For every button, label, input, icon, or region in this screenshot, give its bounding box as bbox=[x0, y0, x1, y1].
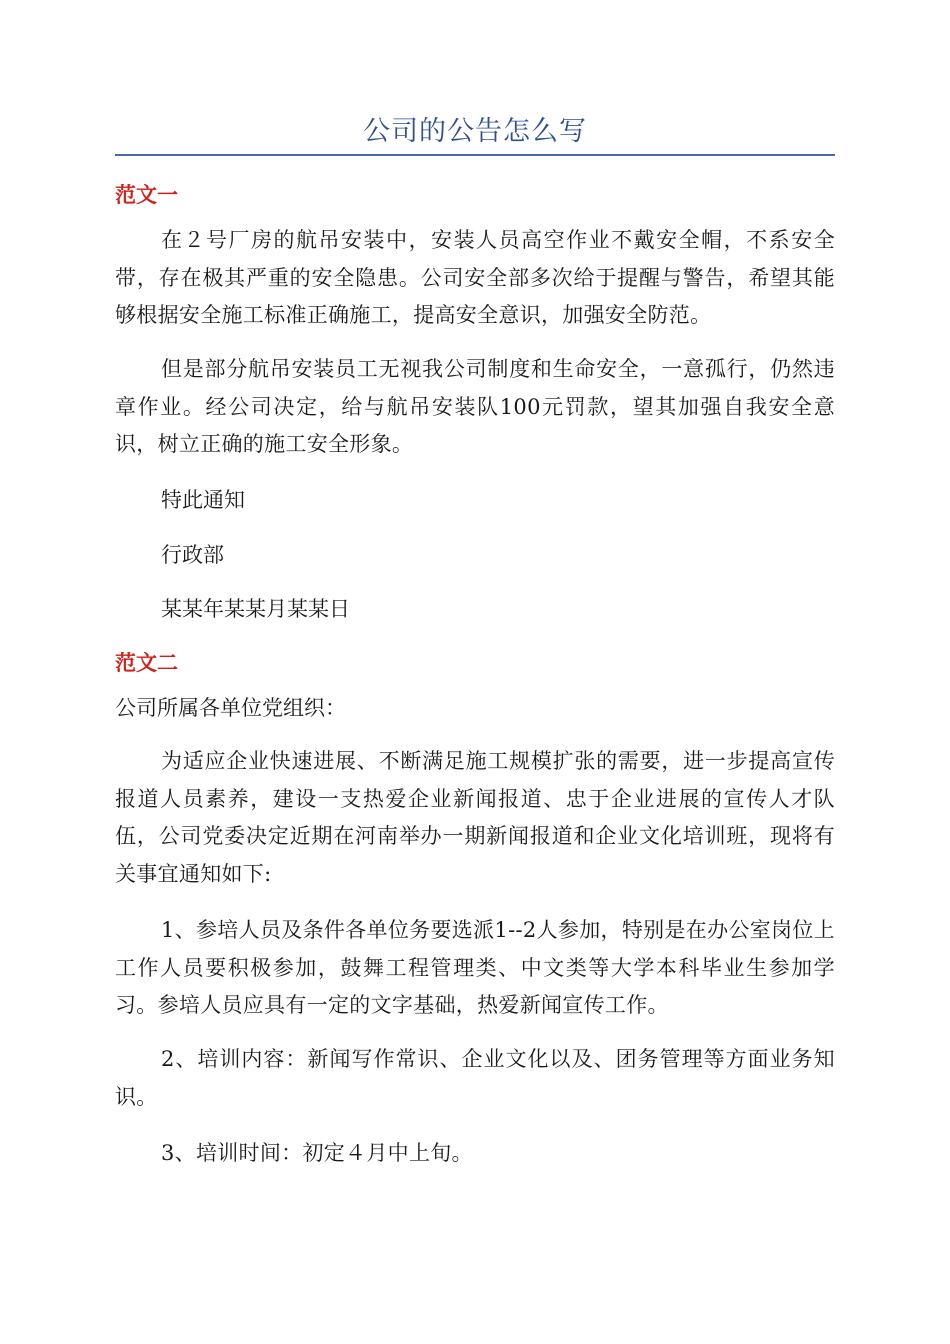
section1-paragraph-2: 但是部分航吊安装员工无视我公司制度和生命安全，一意孤行，仍然违章作业。经公司决定，给与航吊安装队100元罚款，望其加强自我安全意识，树立正确的施工安全形象。 bbox=[115, 357, 835, 456]
section2-item-2: 2、培训内容：新闻写作常识、企业文化以及、团务管理等方面业务知识。 bbox=[115, 1047, 835, 1109]
document-title: 公司的公告怎么写 bbox=[363, 116, 587, 147]
date-line: 某某年某某月某某日 bbox=[161, 597, 350, 621]
section2-paragraph-1: 为适应企业快速进展、不断满足施工规模扩张的需要，进一步提高宣传报道人员素养，建设一支热爱企业新闻报道、忠于企业进展的宣传人才队伍，公司党委决定近期在河南举办一期新闻报道和企业文化培训班，现将有关事宜通知如下: bbox=[115, 749, 835, 886]
salutation-line: 公司所属各单位党组织： bbox=[115, 696, 346, 720]
title-underline bbox=[115, 154, 835, 156]
section-heading-1: 范文一 bbox=[115, 183, 178, 207]
section2-item-3: 3、培训时间：初定４月中上旬。 bbox=[161, 1141, 473, 1165]
section1-paragraph-1: 在２号厂房的航吊安装中，安装人员高空作业不戴安全帽，不系安全带，存在极其严重的安全隐患。公司安全部多次给于提醒与警告，希望其能够根据安全施工标准正确施工，提高安全意识，加强安全防范。 bbox=[115, 228, 835, 327]
department-line: 行政部 bbox=[161, 543, 224, 567]
section-heading-2: 范文二 bbox=[115, 651, 178, 675]
notice-line: 特此通知 bbox=[161, 488, 245, 512]
section2-item-1: 1、参培人员及条件各单位务要选派1--2人参加，特别是在办公室岗位上工作人员要积极参加，鼓舞工程管理类、中文类等大学本科毕业生参加学习。参培人员应具有一定的文字基础，热爱新闻宣传工作。 bbox=[115, 918, 835, 1017]
